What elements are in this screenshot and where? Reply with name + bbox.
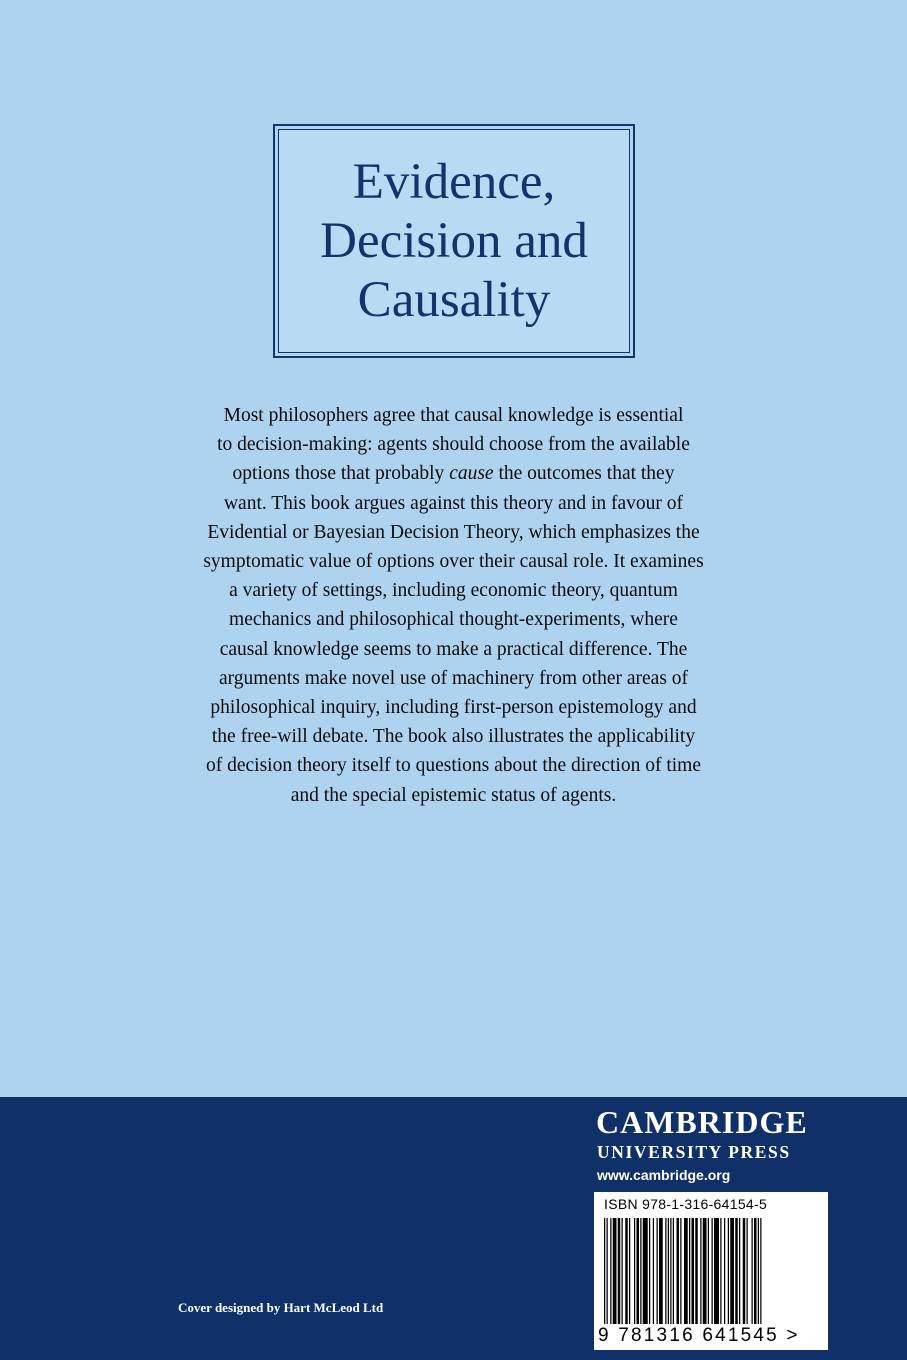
blurb-line: the free-will debate. The book also illustrates the applicability [211,726,696,748]
blurb-line: causal knowledge seems to make a practical difference. The [219,638,688,660]
blurb-line: want. This book argues against this theory and in favour of [223,492,684,514]
publisher-url: www.cambridge.org [597,1167,731,1183]
blurb-line: of decision theory itself to questions about the direction of time [206,755,701,777]
blurb-text [150,401,757,810]
blurb-line: symptomatic value of options over their causal role. It examines [203,551,704,573]
blurb-line: mechanics and philosophical thought-experiments, where [229,609,678,631]
emphasis-word: cause [449,463,494,485]
title-box-inner [278,129,630,353]
book-title-line-3: Causality [357,271,551,328]
book-title-line-1: Evidence, [352,153,556,210]
blurb-line: to decision-making: agents should choose from the available [217,434,690,456]
barcode-digits: 9 781316 641545 > [598,1325,800,1346]
barcode-image [602,1218,820,1324]
blurb-line-3-start: options those that probably [232,463,450,485]
blurb-line-3-end: the outcomes that they [493,463,675,485]
blurb-line: Most philosophers agree that causal knowledge is essential [223,405,684,426]
publisher-press: UNIVERSITY PRESS [597,1142,791,1162]
cover-credit: Cover designed by Hart McLeod Ltd [178,1300,384,1315]
blurb-line: Evidential or Bayesian Decision Theory, which emphasizes the [207,521,700,543]
blurb-line: and the special epistemic status of agents. [290,784,617,806]
blurb-line: a variety of settings, including economic theory, quantum [229,580,678,602]
barcode-box [594,1192,828,1350]
blurb-line [150,459,757,488]
title-box [273,124,635,358]
publisher-name: CAMBRIDGE [596,1104,808,1140]
blurb-line: arguments make novel use of machinery from other areas of [218,667,689,689]
book-title-line-2: Decision and [320,212,588,269]
isbn-label: ISBN 978-1-316-64154-5 [604,1196,768,1212]
blurb-line: philosophical inquiry, including first-person epistemology and [210,697,697,719]
